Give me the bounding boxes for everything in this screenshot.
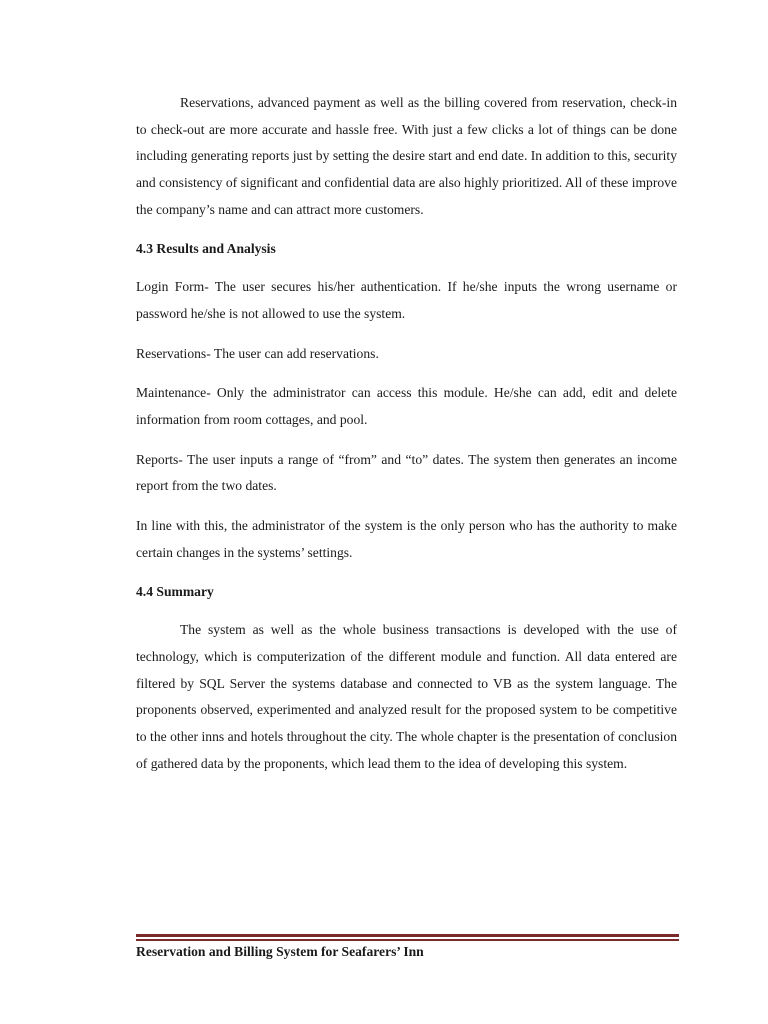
paragraph-maintenance: Maintenance- Only the administrator can access this module. He/she can add, edit and delete information from room cottages, and pool. bbox=[136, 385, 677, 428]
footer-title: Reservation and Billing System for Seafarers’ Inn bbox=[136, 944, 424, 959]
summary-paragraph: The system as well as the whole business transactions is developed with the use of technology, which is computerization of the different module and function. All data entered are filtered by SQL Server the systems database and connected to VB as the system language. The proponents observed, experimented and analyzed result for the proposed system to be competitive to the other inns and hotels throughout the city. The whole chapter is the presentation of conclusion of gathered data by the proponents, which lead them to the idea of developing this system. bbox=[136, 622, 677, 771]
section-heading-summary: 4.4 Summary bbox=[136, 583, 214, 599]
paragraph-reports: Reports- The user inputs a range of “from” and “to” dates. The system then generates an income report from the two dates. bbox=[136, 451, 677, 494]
section-heading-results-analysis: 4.3 Results and Analysis bbox=[136, 240, 276, 256]
document-body bbox=[136, 90, 677, 777]
footer-divider bbox=[136, 934, 679, 941]
paragraph-reservations: Reservations- The user can add reservations. bbox=[136, 345, 379, 361]
intro-paragraph: Reservations, advanced payment as well as the billing covered from reservation, check-in to check-out are more accurate and hassle free. With just a few clicks a lot of things can be done including generating reports just by setting the desire start and end date. In addition to this, security and consistency of significant and confidential data are also highly prioritized. All of these improve the company’s name and can attract more customers. bbox=[136, 95, 677, 217]
paragraph-login-form: Login Form- The user secures his/her authentication. If he/she inputs the wrong username or password he/she is not allowed to use the system. bbox=[136, 279, 677, 321]
paragraph-administrator-authority: In line with this, the administrator of the system is the only person who has the authority to make certain changes in the systems’ settings. bbox=[136, 518, 677, 560]
footer-divider-thick-line bbox=[136, 934, 679, 937]
footer-divider-thin-line bbox=[136, 939, 679, 941]
